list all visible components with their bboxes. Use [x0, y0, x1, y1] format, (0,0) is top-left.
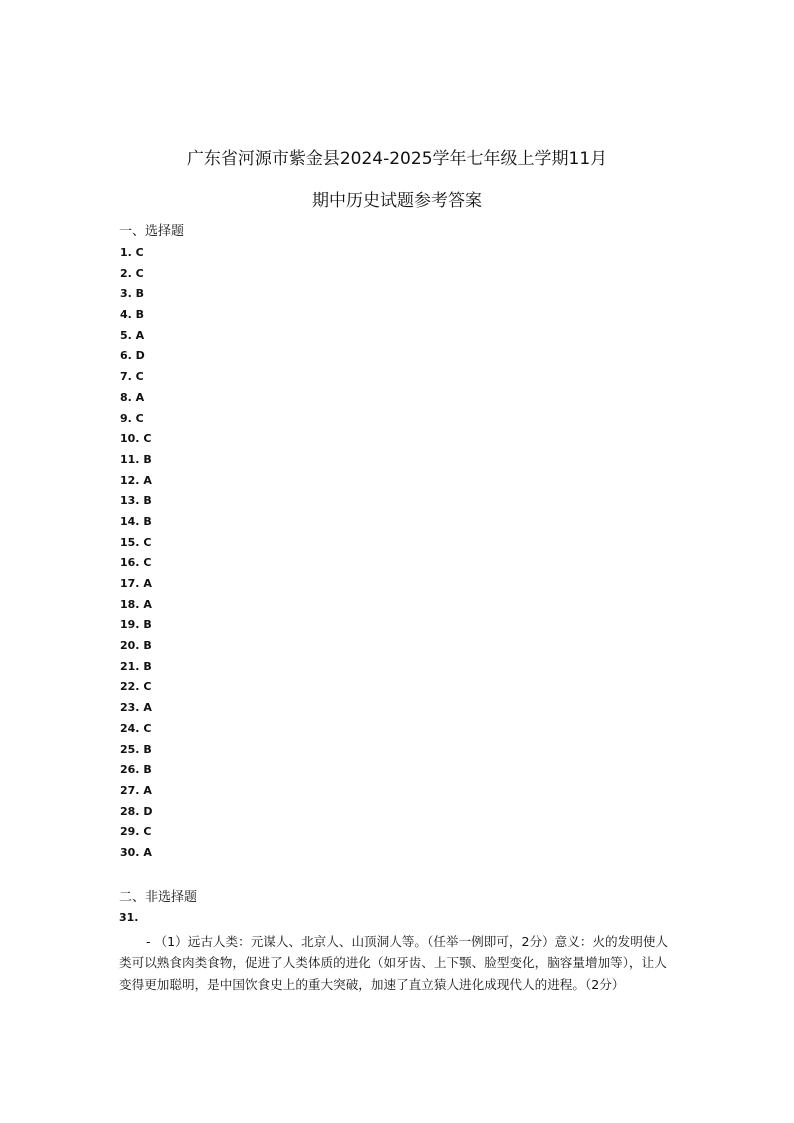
answer-item: 28. D — [120, 804, 153, 818]
question-number: 31. — [119, 911, 139, 924]
answer-item: 18. A — [120, 597, 152, 611]
answer-item: 19. B — [120, 618, 152, 632]
answer-item: 8. A — [120, 390, 145, 404]
answer-item: 4. B — [120, 308, 145, 322]
answer-item: 1. C — [120, 246, 144, 259]
section-heading-multiple-choice: 一、选择题 — [119, 224, 185, 239]
answer-list — [120, 246, 152, 867]
answer-item: 22. C — [120, 680, 152, 694]
answer-item: 16. C — [120, 556, 152, 570]
answer-item: 13. B — [120, 494, 152, 508]
question-answer-text: - （1）远古人类：元谋人、北京人、山顶洞人等。（任举一例即可，2分）意义：火的发明使人类可以熟食肉类食物，促进了人类体质的进化（如牙齿、上下颚、脸型变化，脑容量增加等），让人变得更加聪明，是中国饮食史上的重大突破，加速了直立猿人进化成现代人的进程。（2分） — [119, 934, 669, 992]
answer-item: 30. A — [120, 845, 152, 859]
answer-item: 5. A — [120, 328, 145, 342]
answer-item: 12. A — [120, 473, 152, 487]
answer-item: 17. A — [120, 577, 152, 590]
answer-item: 23. A — [120, 701, 152, 715]
answer-item: 11. B — [120, 452, 152, 466]
answer-item: 7. C — [120, 370, 144, 384]
document-title-line-1: 广东省河源市紫金县2024-2025学年七年级上学期11月 — [186, 149, 608, 169]
section-heading-non-multiple-choice: 二、非选择题 — [119, 890, 198, 905]
document-title-line-2: 期中历史试题参考答案 — [312, 191, 482, 211]
answer-item: 2. C — [120, 266, 144, 280]
answer-item: 14. B — [120, 514, 152, 528]
answer-item: 21. B — [120, 659, 152, 673]
answer-item: 25. B — [120, 742, 152, 756]
answer-item: 20. B — [120, 639, 152, 653]
answer-item: 9. C — [120, 411, 144, 425]
answer-item: 27. A — [120, 783, 152, 797]
answer-item: 3. B — [120, 287, 145, 301]
answer-item: 15. C — [120, 535, 152, 549]
answer-item: 29. C — [120, 825, 152, 839]
answer-item: 24. C — [120, 721, 152, 735]
answer-item: 10. C — [120, 432, 152, 446]
answer-item: 26. B — [120, 763, 152, 777]
answer-item: 6. D — [120, 349, 145, 363]
